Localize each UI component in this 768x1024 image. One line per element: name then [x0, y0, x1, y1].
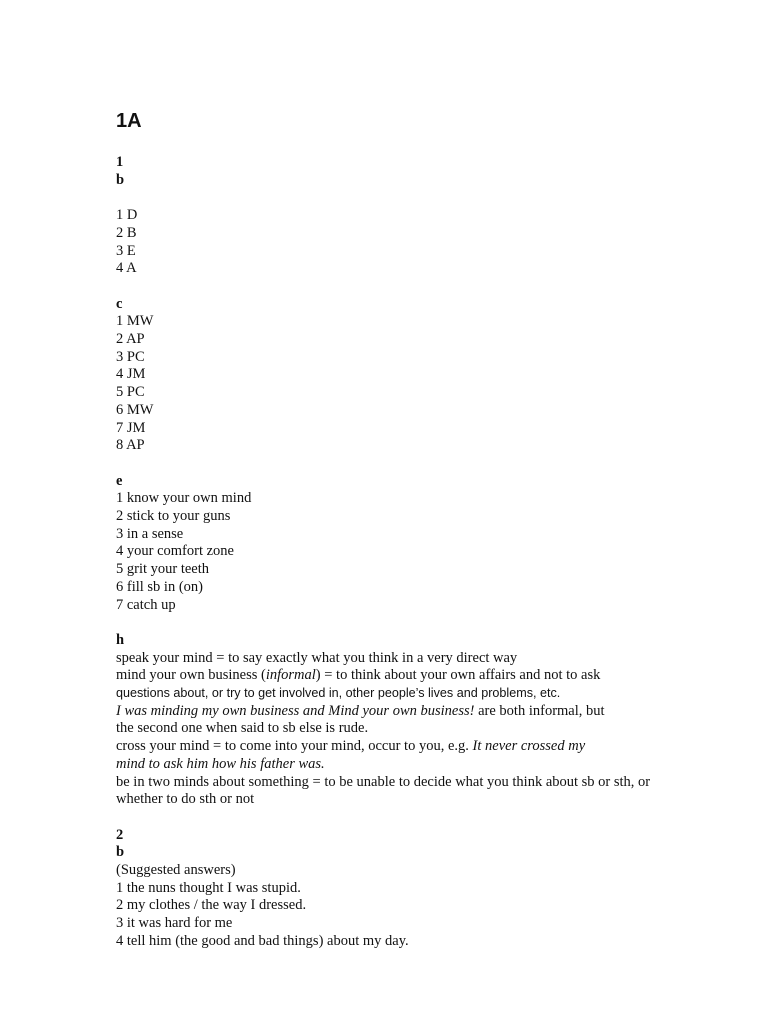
answer-item: 5 grit your teeth	[116, 561, 210, 578]
definition-text: cross your mind = to come into your mind, occur to you, e.g.	[116, 738, 473, 755]
unit-title: 1A	[116, 110, 142, 132]
answer-item: 4 tell him (the good and bad things) about my day.	[116, 932, 409, 949]
answer-item: 8 AP	[116, 437, 145, 454]
spacer	[116, 278, 656, 296]
answer-item: 4 A	[116, 260, 137, 277]
spacer	[116, 809, 656, 827]
answer-item: 6 MW	[116, 401, 154, 418]
section-label-e: e	[116, 472, 123, 489]
answer-item: 1 know your own mind	[116, 490, 252, 507]
answer-item: 2 stick to your guns	[116, 508, 231, 525]
definition-text: ) = to think about your own affairs and not to ask	[315, 667, 601, 684]
answer-item: 5 PC	[116, 384, 145, 401]
answer-item: 2 B	[116, 224, 137, 241]
answer-key-body	[116, 154, 656, 951]
definition-line: speak your mind = to say exactly what you think in a very direct way	[116, 649, 518, 666]
answer-item: 7 JM	[116, 419, 146, 436]
definition-text: mind your own business (	[116, 667, 266, 684]
section-label-h: h	[116, 631, 125, 648]
answer-item: 1 MW	[116, 313, 154, 330]
definition-line	[116, 738, 656, 756]
answer-item: 3 in a sense	[116, 525, 184, 542]
definition-line	[116, 703, 656, 721]
answer-item: 2 my clothes / the way I dressed.	[116, 897, 307, 914]
answer-item: 1 the nuns thought I was stupid.	[116, 879, 301, 896]
definition-line	[116, 667, 656, 685]
answer-item: 6 fill sb in (on)	[116, 578, 203, 595]
spacer	[116, 455, 656, 473]
section-label-b: b	[116, 171, 125, 188]
answer-item: 7 catch up	[116, 596, 176, 613]
example-text: It never crossed my	[472, 738, 586, 755]
answer-item: 2 AP	[116, 331, 145, 347]
answer-item: 1 D	[116, 207, 138, 224]
section-label-c: c	[116, 295, 123, 312]
example-line: mind to ask him how his father was.	[116, 755, 325, 772]
definition-line: the second one when said to sb else is rude.	[116, 720, 369, 737]
spacer	[116, 189, 656, 207]
definition-line: questions about, or try to get involved in, other people’s lives and problems, etc.	[116, 686, 561, 701]
answer-item: 3 PC	[116, 348, 145, 365]
definition-text: are both informal, but	[474, 702, 605, 719]
answer-item: 4 JM	[116, 366, 146, 383]
definition-register: informal	[265, 667, 316, 684]
spacer	[116, 614, 656, 632]
answer-item: 4 your comfort zone	[116, 543, 234, 560]
suggested-answers-note: (Suggested answers)	[116, 862, 236, 879]
exercise-number: 1	[116, 154, 124, 170]
section-label-b: b	[116, 844, 125, 861]
example-text: I was minding my own business and Mind your own business!	[116, 702, 475, 719]
answer-item: 3 E	[116, 242, 136, 259]
definition-line: be in two minds about something = to be unable to decide what you think about sb or sth, or whether to do sth or not	[116, 773, 651, 808]
answer-item: 3 it was hard for me	[116, 915, 233, 932]
exercise-number: 2	[116, 826, 124, 843]
